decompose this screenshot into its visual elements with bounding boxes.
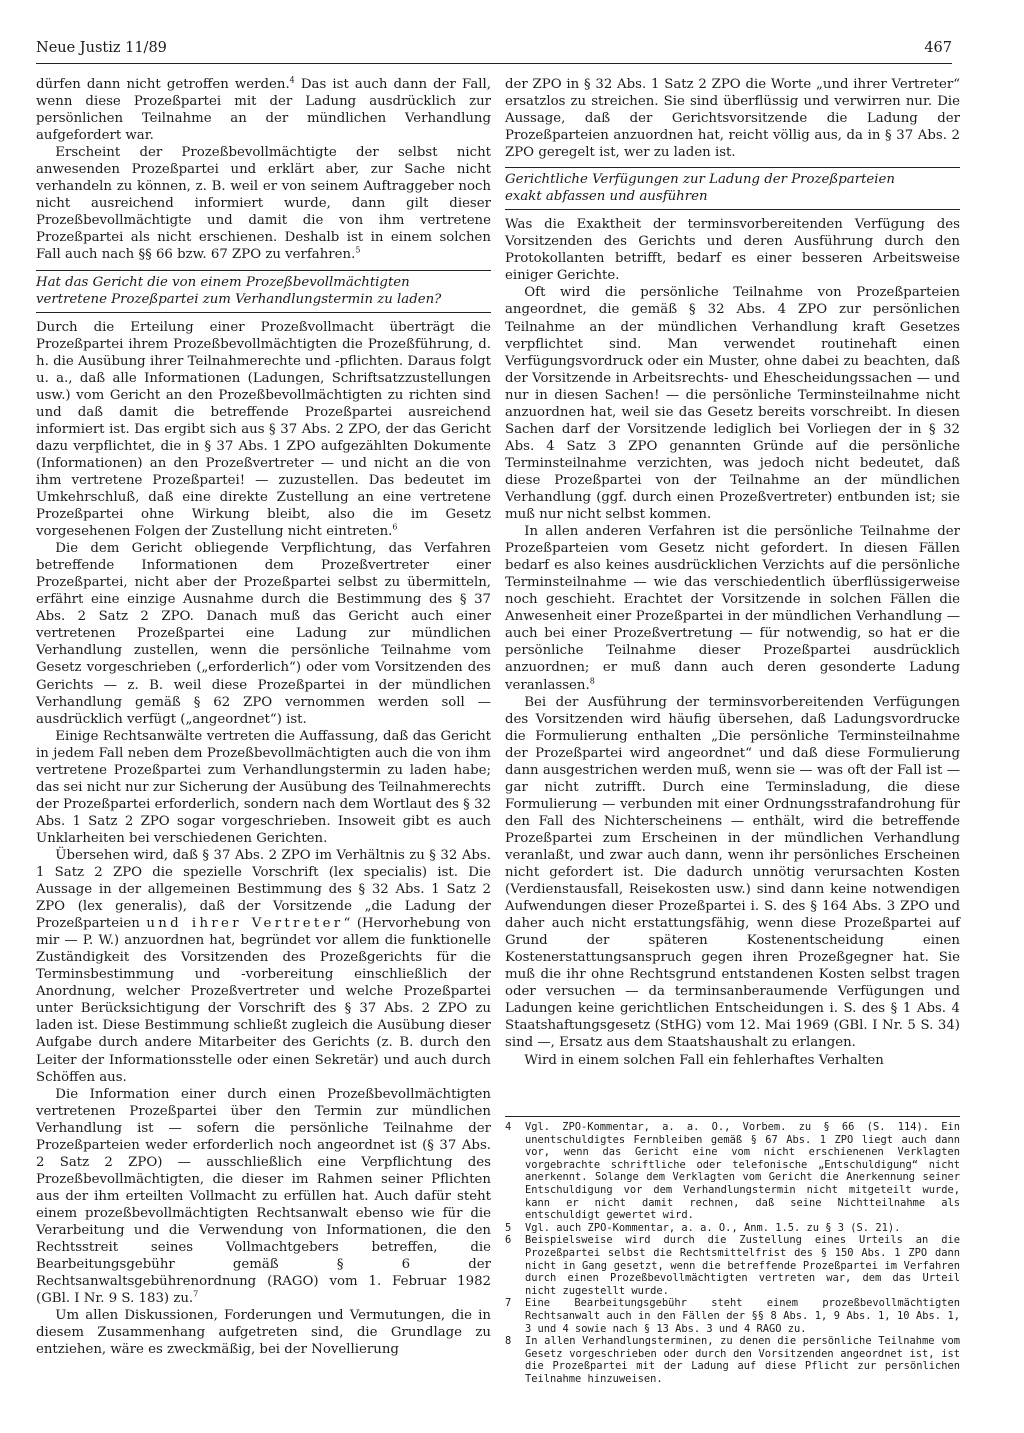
right-column (505, 76, 960, 1069)
footnote: 6 Beispielsweise wird durch die Zustellung eines Urteils an die Prozeßpartei selbst die Rechtsmittelfrist des § 150 Abs. 1 ZPO dann nicht in Gang gesetzt, wenn die betreffende Prozeßpartei im Verfahren durch einen Prozeßbevollmächtigten vertreten war, dem das Urteil nicht zugestellt wurde. (505, 1234, 960, 1297)
footnote-ref: 5 (355, 246, 361, 256)
paragraph: Die Information einer durch einen Prozeßbevollmächtigten vertretenen Prozeßpartei über den Termin zur mündlichen Verhandlung ist — sofern die persönliche Teilnahme der Prozeßparteien weder erforderlich noch angeordnet ist (§ 37 Abs. 2 Satz 2 ZPO) — ausschließlich eine Verpflichtung des Prozeßbevollmächtigten, die dieser im Rahmen seiner Pflichten aus der ihm erteilten Vollmacht zu erfüllen hat. Auch dafür steht einem prozeßbevollmächtigten Rechtsanwalt ebenso wie für die Verarbeitung und die Verwendung von Informationen, die den Rechtsstreit seines Vollmachtgebers betreffen, die Bearbeitungsgebühr gemäß § 6 der Rechtsanwaltsgebührenordnung (RAGO) vom 1. Februar 1982 (GBl. I Nr. 9 S. 183) zu.$^7$ (36, 1086, 491, 1307)
paragraph: Was die Exaktheit der terminsvorbereitenden Verfügung des Vorsitzenden des Gerichts und deren Ausführung durch den Protokollanten betrifft, bedarf es einer besseren Arbeitsweise einiger Gerichte. (505, 217, 960, 284)
paragraph: Bei der Ausführung der terminsvorbereitenden Verfügungen des Vorsitzenden wird häufig übersehen, daß Ladungsvordrucke die Formulierung enthalten „Die persönliche Terminsteilnahme der Prozeßpartei wird angeordnet“ und daß diese Formulierung dann ausgestrichen werden muß, wenn sie — was oft der Fall ist — gar nicht zutrifft. Durch eine Terminsladung, die diese Formulierung — verbunden mit einer Ordnungsstrafandrohung für den Fall des Nichterscheinens — enthält, wird die betreffende Prozeßpartei zum Erscheinen in der mündlichen Verhandlung veranlaßt, und zwar auch dann, wenn ihr persönliches Erscheinen nicht gefordert ist. Die dadurch unnötig verursachten Kosten (Verdienstausfall, Reisekosten usw.) sind dann keine notwendigen Aufwendungen dieser Prozeßpartei i. S. des § 164 Abs. 3 ZPO und daher auch nicht erstattungsfähig, wenn diese Prozeßpartei auf Grund der späteren Kostenentscheidung einen Kostenerstattungsanspruch gegen ihren Prozeßgegner hat. Sie muß die ihr ohne Rechtsgrund entstandenen Kosten selbst tragen oder versuchen — da terminsanberaumende Verfügungen und Ladungen keine gerichtlichen Entscheidungen i. S. des § 1 Abs. 4 Staatshaftungsgesetz (StHG) vom 12. Mai 1969 (GBl. I Nr. 5 S. 34) sind —, Ersatz aus dem Staatshaushalt zu erlangen. (505, 694, 960, 1051)
paragraph: Um allen Diskussionen, Forderungen und Vermutungen, die in diesem Zusammenhang aufgetreten sind, die Grundlage zu entziehen, wäre es zweckmäßig, bei der Novellierung (36, 1308, 491, 1358)
paragraph: Erscheint der Prozeßbevollmächtigte der selbst nicht anwesenden Prozeßpartei und erklärt aber, zur Sache nicht verhandeln zu können, z. B. weil er von seinem Auftraggeber noch nicht ausreichend informiert wurde, dann gilt dieser Prozeßbevollmächtigte und damit die von ihm vertretene Prozeßpartei als nicht erschienen. Deshalb ist in einem solchen Fall auch nach §§ 66 bzw. 67 ZPO zu verfahren.$^5$ (36, 145, 491, 263)
page-header (36, 40, 952, 64)
footnote-ref: 4 (289, 75, 295, 85)
footnote: 5 Vgl. auch ZPO-Kommentar, a. a. O., Anm. 1.5. zu § 3 (S. 21). (505, 1221, 901, 1234)
footnote-rule (505, 1116, 960, 1117)
paragraph: Einige Rechtsanwälte vertreten die Auffassung, daß das Gericht in jedem Fall neben dem Prozeßbevollmächtigten auch die von ihm vertretene Prozeßpartei zum Verhandlungstermin zu laden habe; das sei nicht nur zur Sicherung der Ausübung des Teilnahmerechts der Prozeßpartei erforderlich, sondern nach dem Wortlaut des § 32 Abs. 1 Satz 2 ZPO sogar vorgeschrieben. Insoweit gibt es auch Unklarheiten bei verschiedenen Gerichten. (36, 728, 491, 846)
footnote: 8 In allen Verhandlungsterminen, zu denen die persönliche Teilnahme vom Gesetz vorgeschrieben oder durch den Vorsitzenden angeordnet ist, ist die Prozeßpartei mit der Ladung auf diese Pflicht zur persönlichen Teilnahme hinzuweisen. (505, 1335, 960, 1385)
footnote-ref: 6 (392, 522, 398, 532)
footnote: 4 Vgl. ZPO-Kommentar, a. a. O., Vorbem. zu § 66 (S. 114). Ein unentschuldigtes Fernbleiben gemäß § 67 Abs. 1 ZPO liegt auch dann vor, wenn das Gericht eine vom nicht erschienenen Verklagten vorgebrachte schriftliche oder telefonische „Entschuldigung“ nicht anerkennt. Solange dem Verklagten vom Gericht die Anerkennung seiner Entschuldigung vor dem Verhandlungstermin nicht mitgeteilt wurde, kann er nicht damit rechnen, daß seine Nichtteilnahme als entschuldigt gewertet wird. (505, 1121, 960, 1222)
footnotes (505, 1121, 960, 1385)
paragraph: In allen anderen Verfahren ist die persönliche Teilnahme der Prozeßparteien vom Gesetz nicht gefordert. In diesen Fällen bedarf es also keines ausdrücklichen Verzichts auf die persönliche Terminsteilnahme — wie das verschiedentlich überflüssigerweise noch geschieht. Erachtet der Vorsitzende in solchen Fällen die Anwesenheit einer Prozeßpartei in der mündlichen Verhandlung — auch bei einer Prozeßvertretung — für notwendig, so hat er die persönliche Teilnahme dieser Prozeßpartei ausdrücklich anzuordnen; er muß dann auch deren gesonderte Ladung veranlassen.$^8$ (505, 524, 960, 693)
paragraph: Oft wird die persönliche Teilnahme von Prozeßparteien angeordnet, die gemäß § 32 Abs. 4 ZPO zur persönlichen Teilnahme an der mündlichen Verhandlung kraft Gesetzes verpflichtet sind. Man verwendet routinehaft einen Verfügungsvordruck oder ein Muster, ohne dabei zu beachten, daß der Vorsitzende in Arbeitsrechts- und Ehescheidungssachen — und nur in diesen Sachen! — die persönliche Terminsteilnahme nicht anzuordnen hat, weil sie das Gesetz bereits vorschreibt. In diesen Sachen darf der Vorsitzende lediglich bei Vorliegen der in § 32 Abs. 4 Satz 3 ZPO genannten Gründe auf die persönliche Terminsteilnahme verzichten, was jedoch nicht bedeutet, daß diese Prozeßpartei von der Teilnahme an der mündlichen Verhandlung (ggf. durch einen Prozeßvertreter) entbunden ist; sie muß nur nicht selbst kommen. (505, 285, 960, 523)
header-rule (36, 63, 952, 64)
left-column (36, 76, 491, 1358)
paragraph: dürfen dann nicht getroffen werden.$^4$ Das ist auch dann der Fall, wenn diese Prozeßpartei mit der Ladung ausdrücklich zur persönlichen Teilnahme an der mündlichen Verhandlung aufgefordert war. (36, 75, 491, 144)
page-number: 467 (924, 40, 952, 56)
footnote-ref: 7 (193, 1289, 199, 1299)
paragraph: Die dem Gericht obliegende Verpflichtung, das Verfahren betreffende Informationen dem Prozeßvertreter einer Prozeßpartei, nicht aber der Prozeßpartei selbst zu übermitteln, erfährt eine einzige Ausnahme durch die Bestimmung des § 37 Abs. 2 Satz 2 ZPO. Danach muß das Gericht auch einer vertretenen Prozeßpartei eine Ladung zur mündlichen Verhandlung zustellen, wenn die persönliche Teilnahme vom Gesetz vorgeschrieben („erforderlich“) oder vom Vorsitzenden des Gerichts — z. B. weil diese Prozeßpartei in der mündlichen Verhandlung gemäß § 62 ZPO vernommen werden soll — ausdrücklich verfügt („angeordnet“) ist. (36, 541, 491, 727)
paragraph: Übersehen wird, daß § 37 Abs. 2 ZPO im Verhältnis zu § 32 Abs. 1 Satz 2 ZPO die spezielle Vorschrift (lex specialis) ist. Die Aussage in der allgemeinen Bestimmung des § 32 Abs. 1 Satz 2 ZPO (lex generalis), daß der Vorsitzende „die Ladung der Prozeßparteien und ihrer Vertreter“ (Hervorhebung von mir — P. W.) anzuordnen hat, begründet vor allem die funktionelle Zuständigkeit des Vorsitzenden des Prozeßgerichts für die Terminsbestimmung und -vorbereitung einschließlich der Anordnung, welcher Prozeßvertreter und welche Prozeßpartei unter Berücksichtigung der Vorschrift des § 37 Abs. 2 ZPO zu laden ist. Diese Bestimmung schließt zugleich die Ausübung dieser Aufgabe durch andere Mitarbeiter des Gerichts (z. B. durch den Leiter der Informationsstelle oder einen Sekretär) und auch durch Schöffen aus. (36, 847, 491, 1085)
footnote: 7 Eine Bearbeitungsgebühr steht einem prozeßbevollmächtigten Rechtsanwalt auch in den Fällen der §§ 8 Abs. 1, 9 Abs. 1, 10 Abs. 1, 3 und 4 sowie nach § 13 Abs. 3 und 4 RAGO zu. (505, 1297, 960, 1335)
emphasized-text: und ihrer Vertreter (146, 916, 344, 932)
section-heading: Hat das Gericht die von einem Prozeßbevollmächtigten vertretene Prozeßpartei zum Verhandlungstermin zu laden? (36, 270, 491, 313)
footnote-ref: 8 (589, 676, 595, 686)
paragraph: Durch die Erteilung einer Prozeßvollmacht überträgt die Prozeßpartei ihrem Prozeßbevollmächtigten die Prozeßführung, d. h. die Ausübung ihrer Teilnahmerechte und -pflichten. Daraus folgt u. a., daß alle Informationen (Ladungen, Schriftsatzzustellungen usw.) vom Gericht an den Prozeßbevollmächtigten zu richten sind und daß damit die betreffende Prozeßpartei ausreichend informiert ist. Das ergibt sich aus § 37 Abs. 2 ZPO, der das Gericht dazu verpflichtet, die in § 37 Abs. 1 ZPO aufgezählten Dokumente (Informationen) an den Prozeßvertreter — und nicht an die von ihm vertretene Prozeßpartei! — zuzustellen. Das bedeutet im Umkehrschluß, daß eine direkte Zustellung an eine vertretene Prozeßpartei ohne Wirkung bleibt, also die im Gesetz vorgesehenen Folgen der Zustellung nicht eintreten.$^6$ (36, 319, 491, 540)
journal-title: Neue Justiz 11/89 (36, 40, 167, 56)
section-heading: Gerichtliche Verfügungen zur Ladung der Prozeßparteien exakt abfassen und ausführen (505, 167, 960, 210)
paragraph: Wird in einem solchen Fall ein fehlerhaftes Verhalten (524, 1052, 884, 1068)
paragraph: der ZPO in § 32 Abs. 1 Satz 2 ZPO die Worte „und ihrer Vertreter“ ersatzlos zu streichen. Sie sind überflüssig und verwirren nur. Die Aussage, daß der Gerichtsvorsitzende die Ladung der Prozeßparteien anzuordnen hat, reicht völlig aus, da in § 37 Abs. 2 ZPO geregelt ist, wer zu laden ist. (505, 77, 960, 161)
